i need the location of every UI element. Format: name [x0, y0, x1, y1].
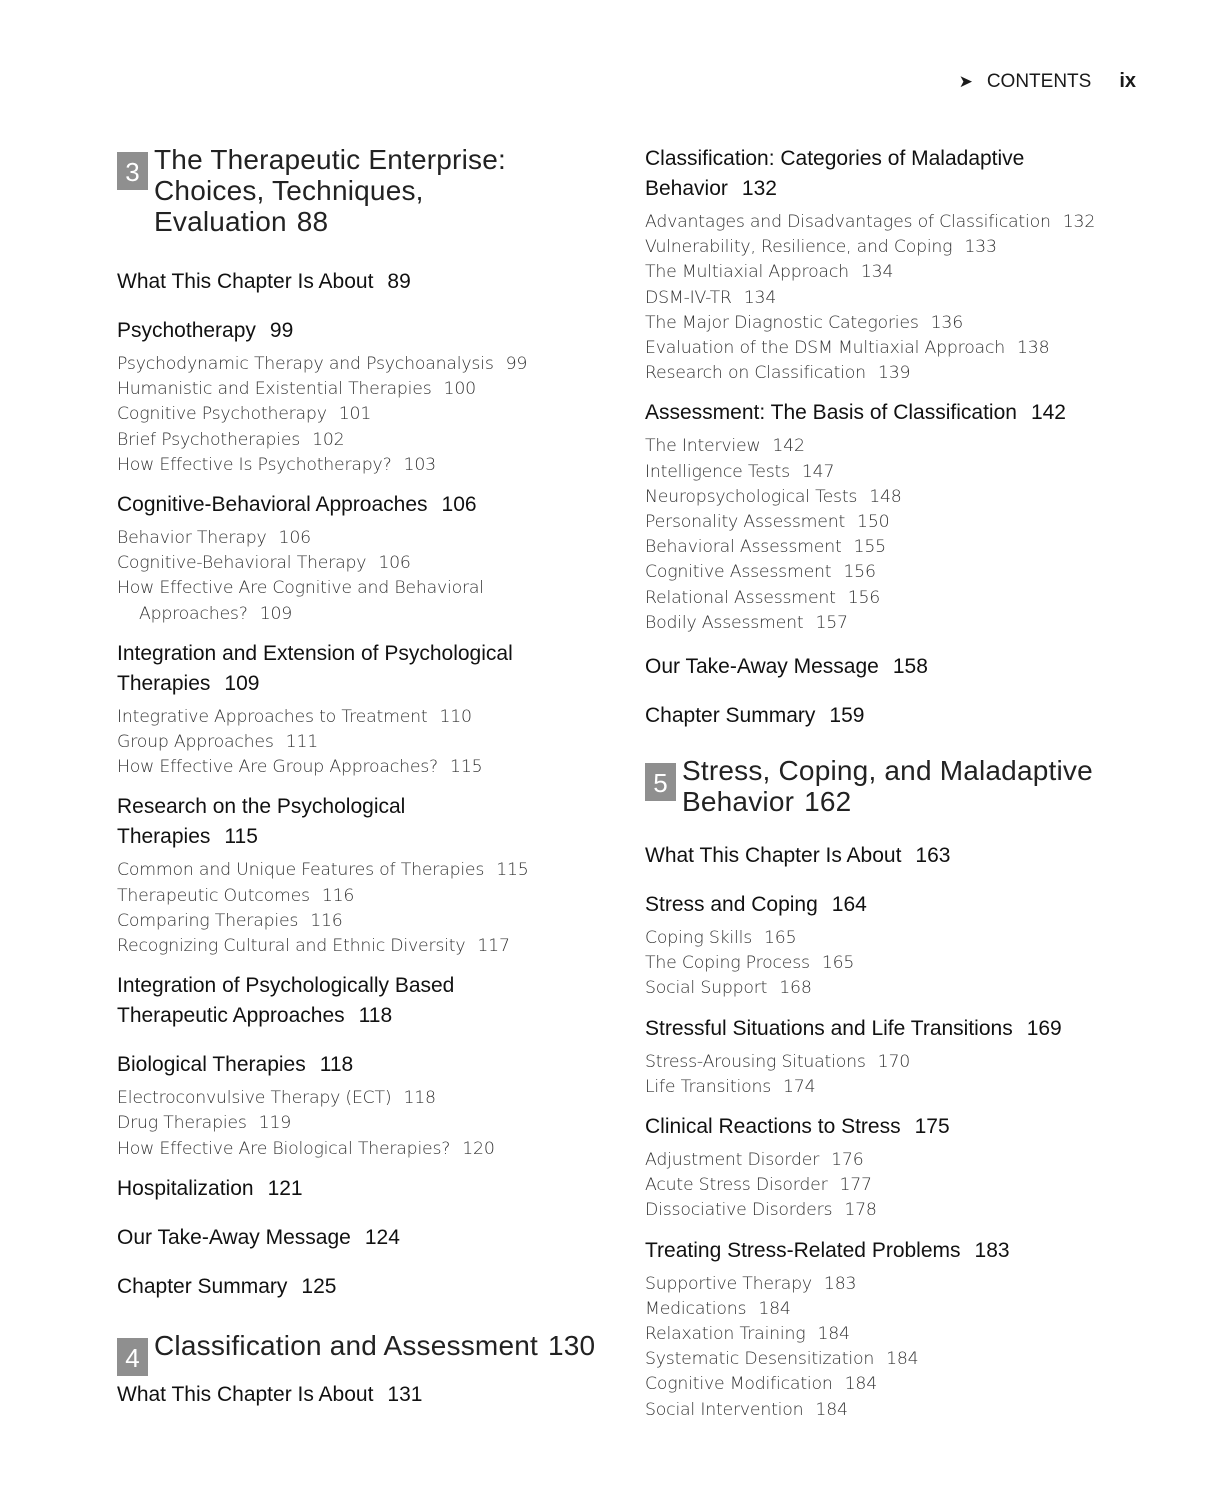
section-title: Our Take-Away Message: [117, 1225, 351, 1249]
entry-page: 103: [403, 454, 436, 475]
toc-subsection[interactable]: [645, 1050, 1145, 1075]
section-title: Integration of Psychologically Based: [117, 974, 455, 998]
entry-page: 184: [815, 1399, 848, 1420]
entry-page: 183: [823, 1273, 857, 1294]
toc-section[interactable]: [645, 1236, 1145, 1266]
entry-page: 168: [779, 978, 812, 999]
toc-subsection[interactable]: [117, 576, 607, 601]
section-page: 169: [1026, 1016, 1062, 1040]
section-page: 106: [441, 493, 477, 517]
entry-title: Integrative Approaches to Treatment: [117, 706, 428, 727]
toc-section[interactable]: [117, 1223, 607, 1253]
entry-page: 147: [801, 461, 835, 482]
section-title: Assessment: The Basis of Classification: [645, 401, 1017, 425]
toc-subsection[interactable]: [117, 352, 607, 377]
toc-subsection[interactable]: [645, 260, 1145, 285]
entry-title: Life Transitions: [645, 1076, 772, 1097]
entry-page: 157: [815, 612, 848, 633]
toc-subsection[interactable]: [645, 951, 1145, 976]
toc-section[interactable]: [117, 490, 607, 520]
entry-page: 101: [338, 404, 372, 425]
subsection-list: [645, 210, 1145, 386]
entry-title: The Coping Process: [645, 953, 810, 974]
entry-title: Dissociative Disorders: [645, 1200, 833, 1221]
entry-page: 138: [1017, 338, 1050, 359]
entry-page: 150: [857, 512, 890, 533]
entry-page: 155: [853, 537, 886, 558]
section-page: 124: [364, 1225, 400, 1249]
section-page: 109: [224, 671, 260, 695]
subsection-list: [645, 926, 1145, 1002]
entry-title: Common and Unique Features of Therapies: [117, 860, 485, 881]
chapter-title: [154, 1330, 595, 1361]
chapter-page: 162: [804, 786, 852, 818]
toc-subsection[interactable]: [117, 858, 607, 883]
entry-page: 134: [743, 287, 777, 308]
section-page: 142: [1030, 401, 1066, 425]
chapter-4-heading: [117, 1330, 607, 1376]
section-title: Integration and Extension of Psychological: [117, 641, 513, 665]
entry-page: 142: [772, 436, 805, 457]
entry-page: 120: [462, 1138, 495, 1159]
entry-title: Neuropsychological Tests: [645, 486, 858, 507]
entry-page: 116: [310, 910, 343, 931]
entry-title: How Effective Are Group Approaches?: [117, 757, 439, 778]
section-page: 99: [269, 319, 294, 342]
entry-page: 100: [443, 379, 476, 400]
entry-title: The Multiaxial Approach: [645, 262, 849, 283]
section-page: 183: [974, 1238, 1010, 1262]
toc-left-column: [117, 144, 607, 1416]
toc-section[interactable]: [117, 971, 607, 1031]
section-title: Biological Therapies: [117, 1053, 306, 1077]
entry-title: Behavior Therapy: [117, 528, 267, 549]
entry-title: Behavioral Assessment: [645, 537, 842, 558]
entry-page: 115: [450, 757, 483, 778]
toc-section[interactable]: [645, 890, 1145, 920]
section-page: 175: [914, 1115, 950, 1139]
entry-title: Supportive Therapy: [645, 1273, 812, 1294]
entry-title: Coping Skills: [645, 928, 753, 949]
section-title: What This Chapter Is About: [117, 270, 374, 293]
toc-subsection[interactable]: [645, 311, 1145, 336]
entry-page: 132: [1062, 212, 1096, 232]
entry-page: 174: [783, 1076, 816, 1097]
entry-page: 178: [844, 1200, 877, 1221]
section-page: 159: [829, 704, 865, 728]
entry-title: Vulnerability, Resilience, and Coping: [645, 237, 953, 258]
toc-section[interactable]: [645, 841, 1145, 871]
chapter-page: 88: [296, 206, 329, 237]
toc-subsection[interactable]: [645, 1272, 1145, 1297]
entry-title: Psychodynamic Therapy and Psychoanalysis: [117, 354, 494, 374]
entry-title: Social Intervention: [645, 1399, 804, 1420]
section-title: Stressful Situations and Life Transitions: [645, 1016, 1013, 1040]
entry-page: 102: [312, 429, 345, 450]
section-title: Hospitalization: [117, 1176, 254, 1200]
section-title: Therapies: [117, 671, 211, 695]
toc-subsection[interactable]: [645, 210, 1145, 235]
entry-page: 148: [869, 486, 902, 507]
section-title: What This Chapter Is About: [117, 1382, 374, 1406]
entry-title: Cognitive Psychotherapy: [117, 404, 327, 425]
entry-title: The Major Diagnostic Categories: [645, 312, 919, 333]
subsection-list: [117, 1086, 607, 1162]
entry-page: 119: [258, 1113, 292, 1134]
entry-page: 118: [403, 1088, 436, 1109]
entry-title: Cognitive Assessment: [645, 562, 832, 583]
chapter-number-box: 4: [117, 1338, 148, 1376]
toc-section[interactable]: [645, 1014, 1145, 1044]
toc-section[interactable]: [117, 1380, 607, 1410]
toc-subsection-continued[interactable]: [117, 602, 607, 627]
section-page: 118: [358, 1004, 393, 1028]
toc-subsection[interactable]: [645, 1173, 1145, 1198]
toc-subsection[interactable]: [117, 705, 607, 730]
section-title: Chapter Summary: [117, 1274, 288, 1298]
entry-title: Personality Assessment: [645, 512, 846, 533]
section-title: Our Take-Away Message: [645, 655, 879, 679]
toc-subsection[interactable]: [645, 510, 1145, 535]
entry-title: DSM-IV-TR: [645, 287, 732, 308]
toc-section[interactable]: [645, 701, 1145, 731]
entry-page: 184: [758, 1298, 791, 1319]
toc-subsection[interactable]: [645, 535, 1145, 560]
subsection-list: [117, 352, 607, 478]
toc-subsection[interactable]: [117, 755, 607, 780]
chapter-title: [682, 755, 1093, 817]
toc-subsection[interactable]: [117, 1111, 607, 1136]
entry-title: Evaluation of the DSM Multiaxial Approach: [645, 338, 1006, 359]
toc-subsection[interactable]: [645, 611, 1145, 636]
toc-section[interactable]: [645, 398, 1145, 428]
toc-subsection[interactable]: [645, 286, 1145, 311]
toc-subsection[interactable]: [645, 361, 1145, 386]
page-number: ix: [1119, 70, 1136, 92]
entry-title: Approaches?: [139, 603, 248, 624]
toc-subsection[interactable]: [645, 485, 1145, 510]
entry-title: Drug Therapies: [117, 1113, 247, 1134]
section-title: Stress and Coping: [645, 893, 818, 917]
entry-page: 117: [477, 936, 510, 957]
entry-title: Stress-Arousing Situations: [645, 1051, 866, 1072]
section-title: Psychotherapy: [117, 319, 256, 342]
toc-subsection[interactable]: [645, 926, 1145, 951]
section-title: What This Chapter Is About: [645, 844, 902, 868]
entry-title: Acute Stress Disorder: [645, 1175, 828, 1196]
entry-title: Social Support: [645, 978, 768, 999]
section-page: 163: [915, 844, 951, 868]
entry-title: Systematic Desensitization: [645, 1349, 875, 1370]
header-section-label: CONTENTS: [986, 70, 1092, 92]
arrow-right-icon: ➤: [958, 71, 973, 91]
toc-subsection[interactable]: [645, 460, 1145, 485]
entry-title: Brief Psychotherapies: [117, 429, 301, 450]
entry-page: 176: [831, 1150, 864, 1171]
entry-title: How Effective Are Cognitive and Behavioral: [117, 578, 484, 599]
entry-page: 106: [378, 553, 411, 574]
entry-title: Relaxation Training: [645, 1324, 806, 1345]
chapter-title-line: Stress, Coping, and Maladaptive: [682, 755, 1093, 787]
toc-subsection[interactable]: [117, 884, 607, 909]
entry-page: 99: [505, 354, 528, 374]
section-page: 164: [831, 893, 867, 917]
chapter-number-box: 5: [645, 763, 676, 801]
entry-title: Electroconvulsive Therapy (ECT): [117, 1088, 392, 1109]
entry-title: Group Approaches: [117, 732, 274, 753]
chapter-3-heading: [117, 144, 607, 237]
toc-section[interactable]: [645, 144, 1145, 204]
section-page: 132: [741, 177, 777, 200]
running-header: [959, 70, 1136, 93]
entry-page: 136: [930, 312, 964, 333]
subsection-list: [117, 526, 607, 627]
toc-subsection[interactable]: [645, 1198, 1145, 1223]
toc-subsection[interactable]: [117, 428, 607, 453]
entry-page: 156: [843, 562, 876, 583]
toc-subsection[interactable]: [117, 730, 607, 755]
entry-title: Research on Classification: [645, 363, 866, 384]
subsection-list: [645, 1148, 1145, 1224]
entry-page: 110: [439, 706, 472, 727]
toc-right-column: [645, 144, 1145, 1435]
entry-page: 115: [496, 860, 529, 881]
entry-title: Classification and Assessment: [154, 1329, 538, 1361]
entry-page: 156: [847, 587, 881, 608]
entry-title: Humanistic and Existential Therapies: [117, 379, 432, 400]
section-page: 131: [387, 1382, 423, 1406]
section-title: Research on the Psychological: [117, 795, 406, 819]
entry-title: Recognizing Cultural and Ethnic Diversity: [117, 936, 466, 957]
entry-title: Therapeutic Outcomes: [117, 885, 310, 906]
toc-section[interactable]: [117, 316, 607, 346]
toc-subsection[interactable]: [645, 1148, 1145, 1173]
entry-page: 184: [844, 1374, 878, 1395]
section-title: Clinical Reactions to Stress: [645, 1115, 901, 1139]
section-title: Treating Stress-Related Problems: [645, 1238, 961, 1262]
chapter-title-line: Behavior: [682, 786, 795, 818]
entry-title: Advantages and Disadvantages of Classification: [645, 212, 1051, 232]
toc-subsection[interactable]: [117, 551, 607, 576]
chapter-title: [154, 144, 506, 237]
section-title: Cognitive-Behavioral Approaches: [117, 493, 428, 517]
entry-page: 133: [964, 237, 997, 258]
entry-page: 165: [821, 953, 855, 974]
section-page: 158: [892, 655, 928, 679]
entry-title: How Effective Is Psychotherapy?: [117, 454, 392, 475]
toc-subsection[interactable]: [117, 1086, 607, 1111]
toc-section[interactable]: [645, 1112, 1145, 1142]
entry-page: 106: [278, 528, 311, 549]
entry-title: Bodily Assessment: [645, 612, 804, 633]
toc-subsection[interactable]: [117, 934, 607, 959]
entry-page: 184: [817, 1324, 850, 1345]
entry-title: Comparing Therapies: [117, 910, 299, 931]
entry-title: The Interview: [645, 436, 761, 457]
chapter-title-line: Evaluation: [154, 206, 287, 237]
toc-section[interactable]: [117, 792, 607, 852]
toc-subsection[interactable]: [117, 402, 607, 427]
chapter-number-box: 3: [117, 152, 148, 190]
chapter-5-heading: [645, 755, 1145, 817]
toc-subsection[interactable]: [645, 586, 1145, 611]
toc-subsection[interactable]: [117, 377, 607, 402]
section-page: 118: [319, 1053, 354, 1077]
toc-subsection[interactable]: [645, 1372, 1145, 1397]
subsection-list: [117, 858, 607, 959]
toc-subsection[interactable]: [645, 1347, 1145, 1372]
entry-title: Intelligence Tests: [645, 461, 790, 482]
toc-subsection[interactable]: [645, 434, 1145, 459]
toc-subsection[interactable]: [117, 526, 607, 551]
entry-title: Cognitive-Behavioral Therapy: [117, 553, 367, 574]
toc-subsection[interactable]: [645, 1398, 1145, 1423]
toc-subsection[interactable]: [117, 453, 607, 478]
section-title: Therapies: [117, 825, 211, 849]
toc-subsection[interactable]: [117, 1137, 607, 1162]
chapter-title-line: The Therapeutic Enterprise:: [154, 144, 506, 175]
entry-page: 134: [860, 262, 894, 283]
subsection-list: [645, 1050, 1145, 1100]
toc-subsection[interactable]: [645, 1075, 1145, 1100]
section-title: Classification: Categories of Maladaptive: [645, 147, 1025, 170]
section-page: 115: [224, 825, 258, 849]
entry-page: 184: [886, 1349, 919, 1370]
subsection-list: [645, 1272, 1145, 1423]
toc-subsection[interactable]: [645, 976, 1145, 1001]
section-title: Behavior: [645, 177, 728, 200]
toc-section[interactable]: [117, 1272, 607, 1302]
toc-section[interactable]: [117, 1050, 607, 1080]
subsection-list: [117, 705, 607, 781]
entry-page: 165: [764, 928, 797, 949]
entry-title: How Effective Are Biological Therapies?: [117, 1138, 451, 1159]
section-title: Chapter Summary: [645, 704, 816, 728]
entry-page: 170: [877, 1051, 911, 1072]
toc-subsection[interactable]: [645, 560, 1145, 585]
entry-page: 139: [877, 363, 911, 384]
section-page: 121: [267, 1176, 303, 1200]
entry-page: 109: [259, 603, 293, 624]
entry-page: 111: [285, 732, 319, 753]
entry-page: 116: [321, 885, 355, 906]
section-title: Therapeutic Approaches: [117, 1004, 345, 1028]
toc-subsection[interactable]: [117, 909, 607, 934]
toc-section[interactable]: [117, 267, 607, 297]
toc-subsection[interactable]: [645, 336, 1145, 361]
toc-subsection[interactable]: [645, 1297, 1145, 1322]
entry-title: Adjustment Disorder: [645, 1150, 820, 1171]
subsection-list: [645, 434, 1145, 636]
toc-subsection[interactable]: [645, 235, 1145, 260]
section-page: 125: [301, 1274, 337, 1298]
entry-title: Relational Assessment: [645, 587, 836, 608]
section-page: 89: [387, 270, 411, 293]
toc-section[interactable]: [117, 1174, 607, 1204]
entry-page: 177: [839, 1175, 872, 1196]
toc-subsection[interactable]: [645, 1322, 1145, 1347]
toc-section[interactable]: [645, 652, 1145, 682]
entry-title: Cognitive Modification: [645, 1374, 833, 1395]
chapter-title-line: Choices, Techniques,: [154, 175, 424, 206]
entry-page: 130: [547, 1329, 596, 1361]
entry-title: Medications: [645, 1298, 747, 1319]
toc-section[interactable]: [117, 639, 607, 699]
